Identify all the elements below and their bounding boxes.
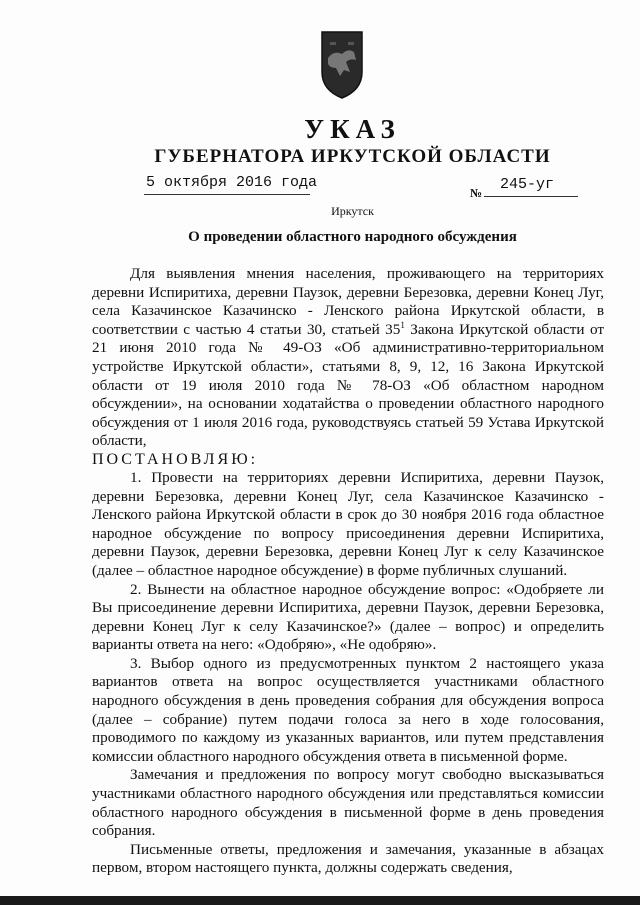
clause-3-remarks: Замечания и предложения по вопросу могут свободно высказываться участниками областного народного обсуждения или представляться комиссии областного народного обсуждения в письменной форме в день проведения собрания.	[92, 766, 604, 840]
document-body	[92, 265, 604, 878]
city-name: Иркутск	[331, 204, 374, 218]
article-superscript: 1	[400, 319, 405, 330]
number-sign: №	[470, 186, 483, 200]
date-underline	[144, 194, 310, 195]
clause-3-written-answers: Письменные ответы, предложения и замечания, указанные в абзацах первом, втором настоящего пункта, должны содержать сведения,	[92, 840, 604, 877]
intro-text-part2: Закона Иркутской области от 21 июня 2010 года № 49-ОЗ «Об административно-территориальном устройстве Иркутской области», статьями 8, 9, 12, 16 Закона Иркутской области от 19 июля 2010 года № 78-ОЗ «Об областном народном обсуждении», на основании ходатайства о проведении областного народного обсуждения от 1 июля 2016 года, руководствуясь статьей 59 Устава Иркутской области,	[92, 320, 604, 450]
clause-3: 3. Выбор одного из предусмотренных пунктом 2 настоящего указа вариантов ответа на вопрос осуществляется участниками областного народного обсуждения в день проведения собрания для обсуждения вопроса (далее – собрание) путем подачи голоса за него в ходе голосования, проводимого по каждому из указанных вариантов, или путем представления комиссии областного народного обсуждения ответа в письменной форме.	[92, 654, 604, 765]
scan-edge	[0, 896, 640, 905]
clause-1: 1. Провести на территориях деревни Испиритиха, деревни Паузок, деревни Березовка, деревни Конец Луг, села Казачинское Казачинско - Ленского района Иркутской области в срок до 30 ноября 2016 года областное народное обсуждение по вопросу присоединения деревни Испиритиха, деревни Паузок, деревни Березовка, деревни Конец Луг к селу Казачинское (далее – областное народное обсуждение) в форме публичных слушаний.	[92, 468, 604, 579]
clause-2: 2. Вынести на областное народное обсуждение вопрос: «Одобряете ли Вы присоединение деревни Испиритиха, деревни Паузок, деревни Березовка, деревни Конец Луг к селу Казачинское?» (далее – вопрос) и определить варианты ответа на него: «Одобряю», «Не одобряю».	[92, 580, 604, 654]
intro-text-part1: Для выявления мнения населения, проживающего на территориях деревни Испиритиха, деревни Паузок, деревни Березовка, деревни Конец Луг, села Казачинское Казачинско - Ленского района Иркутской области, в соответствии с частью 4 статьи 30, статьей 35	[92, 265, 604, 338]
decree-word: ПОСТАНОВЛЯЮ:	[92, 450, 259, 468]
intro-paragraph	[92, 265, 604, 451]
document-type-title: УКАЗ	[304, 114, 401, 144]
number-underline	[484, 196, 578, 197]
decree-date: 5 октября 2016 года	[146, 174, 318, 191]
decree-number: 245-уг	[500, 176, 555, 193]
issuer-title: ГУБЕРНАТОРА ИРКУТСКОЙ ОБЛАСТИ	[154, 146, 551, 167]
coat-of-arms-icon	[316, 28, 368, 100]
document-heading: О проведении областного народного обсуждения	[188, 229, 517, 245]
